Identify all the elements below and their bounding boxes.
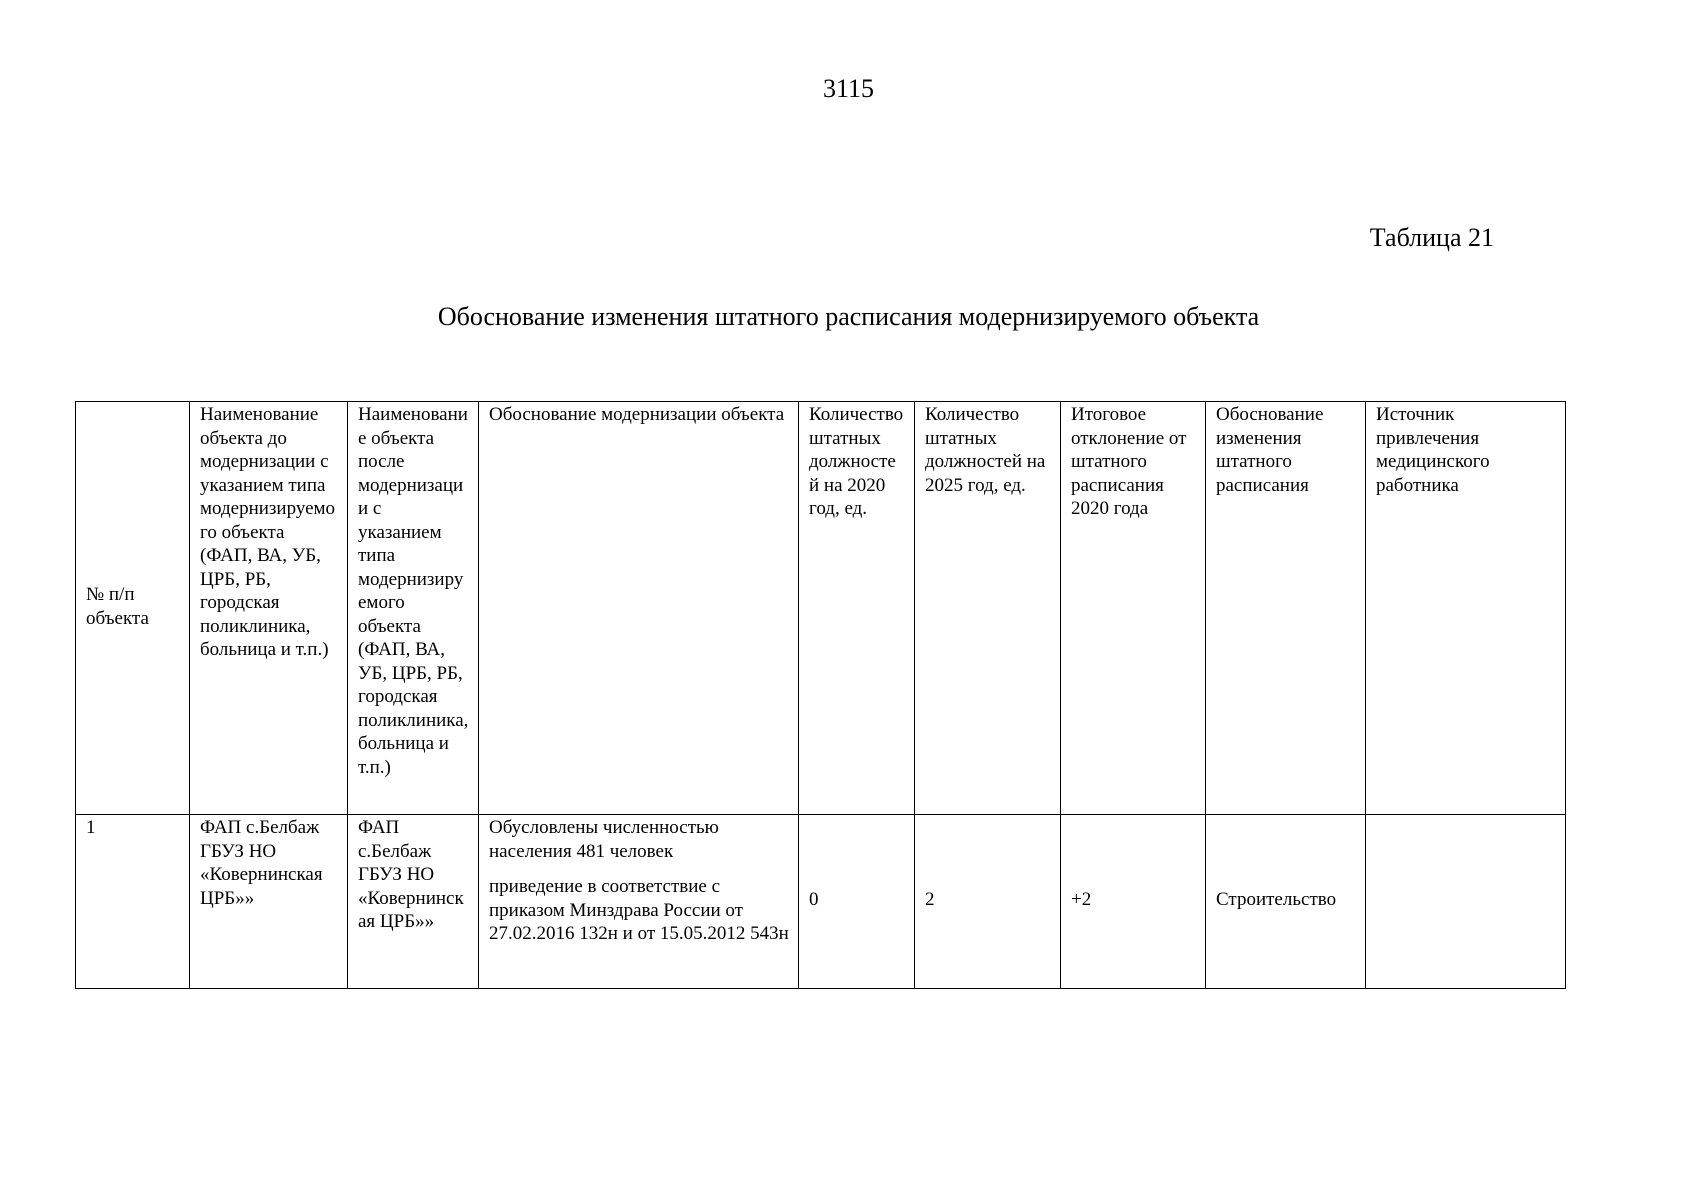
page-number: 3115 — [822, 74, 875, 103]
cell-change-reason: Строительство — [1206, 815, 1366, 989]
cell-name-before: ФАП с.Белбаж ГБУЗ НО «Ковернинская ЦРБ»» — [190, 815, 348, 989]
header-cell-name-before: Наименование объекта до модернизации с указанием типа модернизируемого объекта (ФАП, ВА, УБ, ЦРБ, РБ, городская поликлиника, больница и т.п.) — [190, 402, 348, 815]
header-row — [76, 402, 1566, 815]
header-cell-justification: Обоснование модернизации объекта — [479, 402, 799, 815]
cell-staff-2025: 2 — [915, 815, 1061, 989]
cell-justification — [479, 815, 799, 989]
document-title: Обоснование изменения штатного расписания модернизируемого объекта — [437, 302, 1260, 331]
cell-deviation: +2 — [1061, 815, 1206, 989]
table-row — [76, 815, 1566, 989]
header-cell-source: Источник привлечения медицинского работника — [1366, 402, 1566, 815]
header-cell-deviation: Итоговое отклонение от штатного расписания 2020 года — [1061, 402, 1206, 815]
justification-population: Обусловлены численностью населения 481 человек — [489, 817, 719, 862]
cell-staff-2020: 0 — [799, 815, 915, 989]
table-label: Таблица 21 — [1369, 223, 1494, 252]
cell-name-after: ФАП с.Белбаж ГБУЗ НО «Ковернинская ЦРБ»» — [348, 815, 479, 989]
header-cell-number: № п/п объекта — [76, 402, 190, 815]
header-cell-staff-2020: Количество штатных должностей на 2020 год, ед. — [799, 402, 915, 815]
header-cell-change-reason: Обоснование изменения штатного расписания — [1206, 402, 1366, 815]
table-body — [76, 815, 1566, 989]
header-cell-staff-2025: Количество штатных должностей на 2025 год, ед. — [915, 402, 1061, 815]
cell-number: 1 — [76, 815, 190, 989]
justification-order: приведение в соответствие с приказом Минздрава России от 27.02.2016 132н и от 15.05.2012 543н — [489, 876, 789, 944]
staffing-table — [75, 401, 1566, 989]
header-cell-name-after: Наименование объекта после модернизации с указанием типа модернизируемого объекта (ФАП, ВА, УБ, ЦРБ, РБ, городская поликлиника, больница и т.п.) — [348, 402, 479, 815]
table-header — [76, 402, 1566, 815]
cell-source — [1366, 815, 1566, 989]
